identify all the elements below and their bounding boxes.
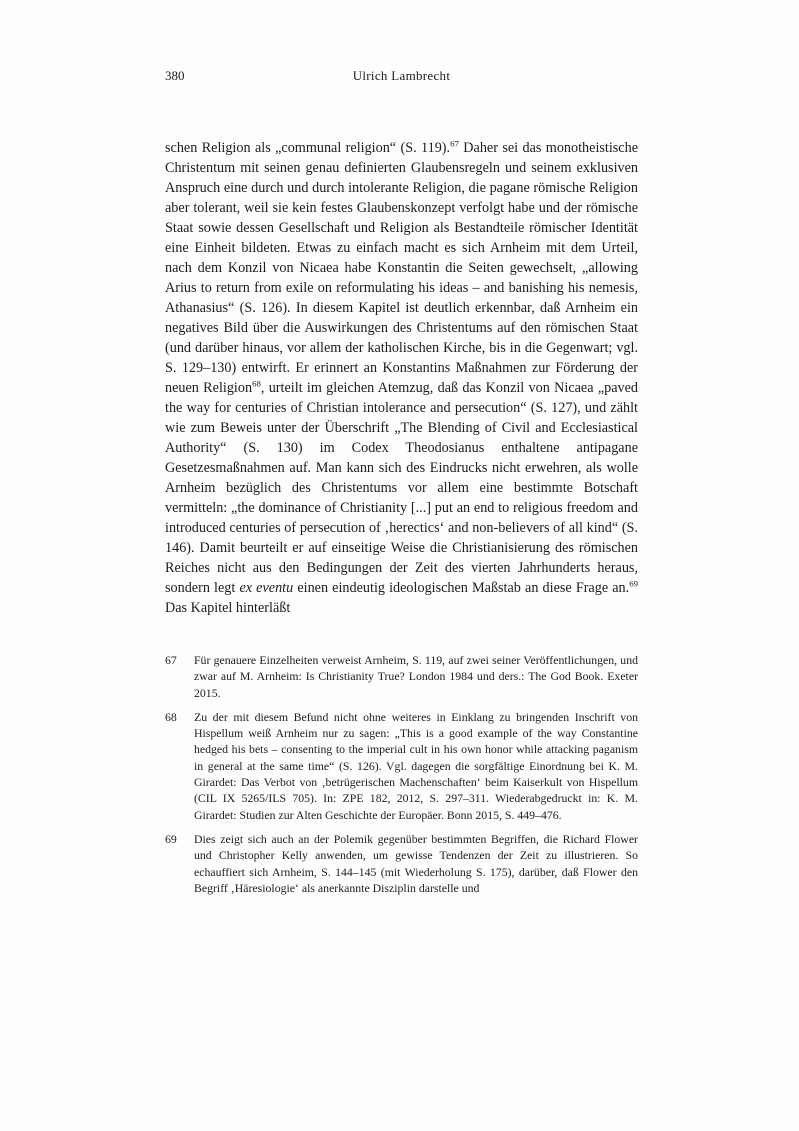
footnote-text: Zu der mit diesem Befund nicht ohne weiteres in Einklang zu bringenden Inschrift von Hispellum weiß Arnheim nur zu sagen: „This is a good example of the way Constantine hedged his bets – consenting to the imperial cult in his own honor while attacking paganism in general at the same time“ (S. 126). Vgl. dagegen die sorgfältige Einordnung bei K. M. Girardet: Das Verbot von ‚betrügerischen Machenschaften‘ beim Kaiserkult von Hispellum (CIL IX 5265/ILS 705). In: ZPE 182, 2012, S. 297–311. Wiederabgedruckt in: K. M. Girardet: Studien zur Alten Geschichte der Europäer. Bonn 2015, S. 449–476. xyxy=(194,709,638,822)
footnote-text: Für genauere Einzelheiten verweist Arnheim, S. 119, auf zwei seiner Veröffentlichungen, und zwar auf M. Arnheim: Is Christianity True? London 1984 und ders.: The God Book. Exeter 2015. xyxy=(194,653,638,700)
footnote-number: 69 xyxy=(165,831,177,846)
footnote-section xyxy=(165,652,638,896)
footnote xyxy=(165,652,638,701)
running-header xyxy=(165,68,638,84)
running-head-author: Ulrich Lambrecht xyxy=(352,68,451,83)
footnote-number: 68 xyxy=(165,709,177,724)
footnote xyxy=(165,831,638,896)
body-paragraph: schen Religion als „communal religion“ (S. 119).$^{67}$ Daher sei das monotheistische Christentum mit seinen genau definierten Glaubensregeln und seinem exklusiven Anspruch eine durch und durch intolerante Religion, die pagane römische Religion aber tolerant, weil sie kein festes Glaubenskonzept verfolgt habe und der römische Staat sowie dessen Gesellschaft und Religion als Bestandteile römischer Identität eine Einheit bildeten. Etwas zu einfach macht es sich Arnheim mit dem Urteil, nach dem Konzil von Nicaea habe Konstantin die Seiten gewechselt, „allowing Arius to return from exile on reformulating his ideas – and banishing his nemesis, Athanasius“ (S. 126). In diesem Kapitel ist deutlich erkennbar, daß Arnheim ein negatives Bild über die Auswirkungen des Christentums auf den römischen Staat (und darüber hinaus, vor allem der katholischen Kirche, bis in die Gegenwart; vgl. S. 129–130) entwirft. Er erinnert an Konstantins Maßnahmen zur Förderung der neuen Religion$^{68}$, urteilt im gleichen Atemzug, daß das Konzil von Nicaea „paved the way for centuries of Christian intolerance and persecution“ (S. 127), und zählt wie zum Beweis unter der Überschrift „The Blending of Civil and Ecclesiastical Authority“ (S. 130) im Codex Theodosianus enthaltene antipagane Gesetzesmaßnahmen auf. Man kann sich des Eindrucks nicht erwehren, als wolle Arnheim bezüglich des Christentums vor allem eine bestimmte Botschaft vermitteln: „the dominance of Christianity [...] put an end to religious freedom and introduced centuries of persecution of ‚herectics‘ and non-believers of all kind“ (S. 146). Damit beurteilt er auf einseitige Weise die Christianisierung des römischen Reiches nicht aus den Bedingungen der Zeit des vierten Jahrhunderts heraus, sondern legt ex eventu einen eindeutig ideologischen Maßstab an diese Frage an.$^{69}$ Das Kapitel hinterläßt xyxy=(165,138,638,616)
page-number: 380 xyxy=(165,68,185,83)
footnote xyxy=(165,709,638,823)
footnote-number: 67 xyxy=(165,653,177,667)
footnote-text: Dies zeigt sich auch an der Polemik gegenüber bestimmten Begriffen, die Richard Flower und Christopher Kelly anwenden, um gewisse Tendenzen der Zeit zu illustrieren. So echauffiert sich Arnheim, S. 144–145 (mit Wiederholung S. 175), darüber, daß Flower den Begriff ‚Häresiologie‘ als anerkannte Disziplin darstelle und xyxy=(194,831,638,895)
